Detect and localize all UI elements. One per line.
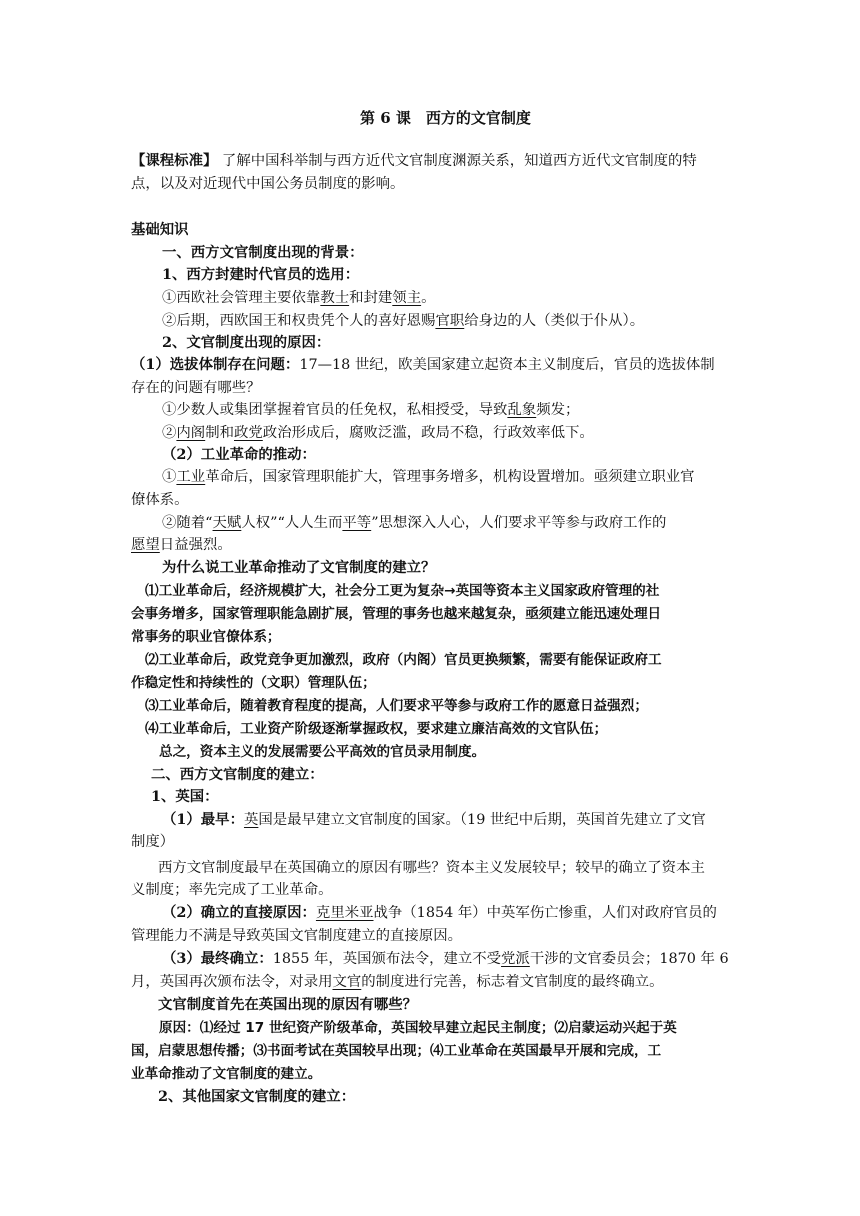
question2: 文官制度首先在英国出现的原因有哪些？ <box>158 996 418 1013</box>
text-span: 制和 <box>205 425 234 441</box>
answer2-line: 业革命推动了文官制度的建立。 <box>131 1066 322 1082</box>
part2-sub2: 2、其他国家文官制度的建立： <box>158 1088 356 1105</box>
text-span: 人权”“人人生而 <box>241 515 343 531</box>
answer1-line: 会事务增多，国家管理职能急剧扩展，管理的事务也越来越复杂，亟须建立能迅速处理日 <box>131 606 662 622</box>
p3-label: （3）最终确立： <box>162 950 273 967</box>
part1-sub1: 1、西方封建时代官员的选用： <box>162 266 360 283</box>
text-span: 。 <box>421 290 436 306</box>
part2-heading: 二、西方文官制度的建立： <box>151 766 324 783</box>
text-span: 战争（1854 年）中英军伤亡惨重，人们对政府官员的 <box>373 905 717 921</box>
underlined-term: 教士 <box>320 290 350 306</box>
underlined-term: 官职 <box>435 313 465 329</box>
underlined-term: 乱象 <box>507 402 537 418</box>
course-standard-line2: 点，以及对近现代中国公务员制度的影响。 <box>131 176 405 192</box>
reason2-item1-line2: 僚体系。 <box>131 492 189 508</box>
answer1-line: ⑷工业革命后，工业资产阶级逐渐掌握政权，要求建立廉洁高效的文官队伍； <box>145 721 608 737</box>
reason2-item1 <box>162 466 695 488</box>
reason2-heading: （2）工业革命的推动： <box>162 446 316 463</box>
text-span: 日益强烈。 <box>159 537 232 553</box>
text-span: ”思想深入人心，人们要求平等参与政府工作的 <box>371 515 667 531</box>
underlined-term: 政党 <box>234 425 263 441</box>
underlined-term: 英 <box>243 812 259 828</box>
part2-sub1: 1、英国： <box>151 788 219 805</box>
page-title: 第 6 课 西方的文官制度 <box>360 109 531 127</box>
part1-sub2: 2、文官制度出现的原因： <box>162 334 331 351</box>
underlined-term: 愿望 <box>131 537 160 553</box>
part1-item1 <box>162 287 436 309</box>
part1-item2 <box>162 310 644 332</box>
answer1-line: ⑶工业革命后，随着教育程度的提高，人们要求平等参与政府工作的愿意日益强烈； <box>145 698 648 714</box>
reason1-line1 <box>131 354 715 376</box>
text-span: ②随着“ <box>162 515 213 531</box>
text-span: ① <box>162 469 177 485</box>
part2-p2-line2: 管理能力不满是导致英国文官制度建立的直接原因。 <box>131 928 462 944</box>
answer1-line: 总之，资本主义的发展需要公平高效的官员录用制度。 <box>159 744 486 760</box>
text-span: ② <box>162 425 177 441</box>
part2-p3 <box>162 948 729 970</box>
text-span: 17—18 世纪，欧美国家建立起资本主义制度后，官员的选拔体制 <box>299 357 715 373</box>
course-standard-line1 <box>131 150 697 172</box>
text-span: 的制度进行完善，标志着文官制度的最终确立。 <box>361 974 664 990</box>
text-span: ①少数人或集团掌握着官员的任免权，私相授受，导致 <box>162 402 508 418</box>
underlined-term: 党派 <box>501 951 530 967</box>
part2-p3-line2 <box>131 971 664 993</box>
part2-p1-line2: 制度） <box>131 834 175 850</box>
text-span: 革命后，国家管理职能扩大，管理事务增多，机构设置增加。亟须建立职业官 <box>205 469 695 485</box>
underlined-term: 文官 <box>332 974 362 990</box>
p1-label: （1）最早： <box>162 811 244 828</box>
question1: 为什么说工业革命推动了文官制度的建立？ <box>162 559 436 576</box>
part2-p2 <box>162 902 717 924</box>
reason2-item2 <box>162 512 666 534</box>
reason-britain-line1: 西方文官制度最早在英国确立的原因有哪些？资本主义发展较早；较早的确立了资本主 <box>158 860 705 876</box>
text-span: 政治形成后，腐败泛滥，政局不稳，行政效率低下。 <box>262 425 594 441</box>
text-span: 和封建 <box>349 290 393 306</box>
text-span: 月，英国再次颁布法令，对录用 <box>131 974 333 990</box>
underlined-term: 工业 <box>176 469 206 485</box>
text-span: 国是最早建立文官制度的国家。（19 世纪中后期，英国首先建立了文官 <box>258 812 706 828</box>
text-span: 频发； <box>536 402 580 418</box>
text-span: 1855 年，英国颁布法令，建立不受 <box>272 951 502 967</box>
reason2-item2-line2 <box>131 534 232 556</box>
answer2-line: 原因：⑴经过 17 世纪资产阶级革命，英国较早建立起民主制度；⑵启蒙运动兴起于英 <box>159 1020 677 1036</box>
underlined-term: 内阁 <box>176 425 206 441</box>
answer2-line: 国，启蒙思想传播；⑶书面考试在英国较早出现；⑷工业革命在英国最早开展和完成，工 <box>131 1043 662 1059</box>
underlined-term: 平等 <box>342 515 372 531</box>
course-standard-text1: 了解中国科举制与西方近代文官制度渊源关系，知道西方近代文官制度的特 <box>217 153 697 169</box>
reason1-label: （1）选拔体制存在问题： <box>131 356 300 373</box>
text-span: ①西欧社会管理主要依靠 <box>162 290 321 306</box>
underlined-term: 克里米亚 <box>315 905 374 921</box>
underlined-term: 领主 <box>392 290 422 306</box>
reason1-item1 <box>162 399 579 421</box>
answer1-line: 常事务的职业官僚体系； <box>131 629 281 645</box>
underlined-term: 天赋 <box>212 515 242 531</box>
answer1-line: 作稳定性和持续性的（文职）管理队伍； <box>131 675 376 691</box>
answer1-line: ⑵工业革命后，政党竞争更加激烈，政府（内阁）官员更换频繁，需要有能保证政府工 <box>145 652 662 668</box>
reason1-item2 <box>162 422 594 444</box>
text-span: 干涉的文官委员会；1870 年 6 <box>529 951 729 967</box>
reason1-line2: 存在的问题有哪些？ <box>131 380 261 396</box>
p2-label: （2）确立的直接原因： <box>162 904 316 921</box>
course-standard-label: 【课程标准】 <box>131 152 218 169</box>
section-basic-knowledge: 基础知识 <box>131 221 189 238</box>
answer1-line: ⑴工业革命后，经济规模扩大，社会分工更为复杂→英国等资本主义国家政府管理的社 <box>145 583 660 599</box>
part1-heading: 一、西方文官制度出现的背景： <box>162 244 364 261</box>
part2-p1 <box>162 809 706 831</box>
text-span: 给身边的人（类似于仆从）。 <box>464 313 645 329</box>
reason-britain-line2: 义制度；率先完成了工业革命。 <box>131 882 333 898</box>
text-span: ②后期，西欧国王和权贵凭个人的喜好恩赐 <box>162 313 436 329</box>
